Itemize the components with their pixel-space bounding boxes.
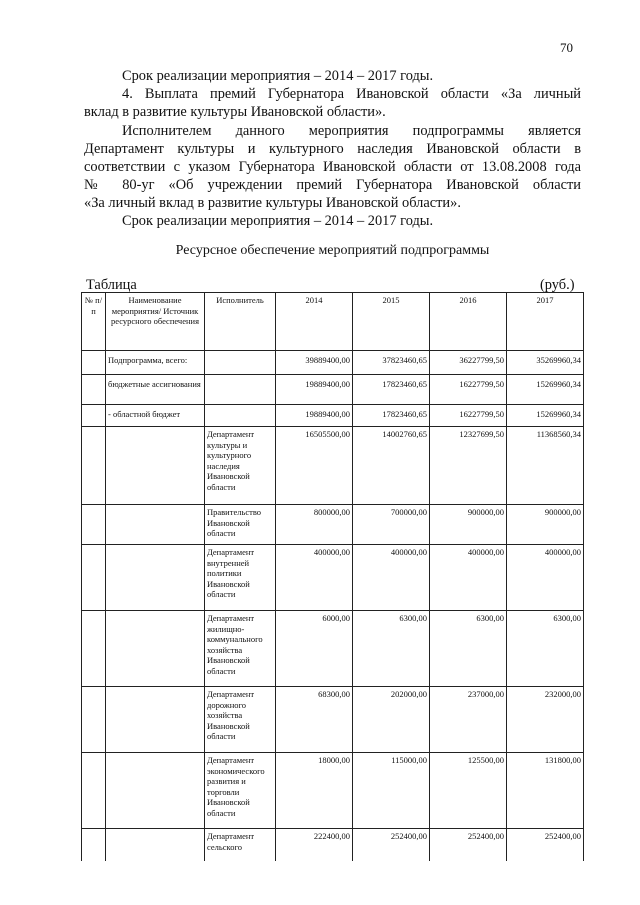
cell-2017: 6300,00 bbox=[507, 611, 584, 687]
cell-2014: 800000,00 bbox=[276, 505, 353, 545]
cell-2014: 6000,00 bbox=[276, 611, 353, 687]
cell-2017: 252400,00 bbox=[507, 829, 584, 861]
row-name: - областной бюджет bbox=[106, 405, 205, 427]
cell-2015: 17823460,65 bbox=[353, 375, 430, 405]
row-executor: Департамент жилищно-коммунального хозяйства Ивановской области bbox=[205, 611, 276, 687]
paragraph-line: вклад в развитие культуры Ивановской области». bbox=[84, 104, 386, 120]
cell-2016: 16227799,50 bbox=[430, 375, 507, 405]
paragraph-line: Исполнителем данного мероприятия подпрограммы является bbox=[122, 123, 581, 139]
table-header-row bbox=[82, 293, 584, 351]
header-2016: 2016 bbox=[430, 293, 507, 351]
cell-2017: 131800,00 bbox=[507, 753, 584, 829]
table-row bbox=[82, 375, 584, 405]
paragraph-line: Срок реализации мероприятия – 2014 – 2017 годы. bbox=[122, 68, 434, 84]
cell-2016: 36227799,50 bbox=[430, 351, 507, 375]
cell-2015: 37823460,65 bbox=[353, 351, 430, 375]
cell-2014: 18000,00 bbox=[276, 753, 353, 829]
cell-2017: 11368560,34 bbox=[507, 427, 584, 505]
row-name: бюджетные ассигнования bbox=[106, 375, 205, 405]
cell-2016: 900000,00 bbox=[430, 505, 507, 545]
table-row bbox=[82, 505, 584, 545]
paragraph-line: Департамент культуры и культурного наследия Ивановской области в bbox=[84, 141, 581, 157]
cell-2017: 15269960,34 bbox=[507, 375, 584, 405]
cell-2014: 222400,00 bbox=[276, 829, 353, 861]
section-heading: Ресурсное обеспечение мероприятий подпрограммы bbox=[175, 243, 490, 258]
cell-2015: 252400,00 bbox=[353, 829, 430, 861]
cell-2016: 237000,00 bbox=[430, 687, 507, 753]
cell-2017: 35269960,34 bbox=[507, 351, 584, 375]
row-executor: Правительство Ивановской области bbox=[205, 505, 276, 545]
cell-2017: 400000,00 bbox=[507, 545, 584, 611]
cell-2017: 15269960,34 bbox=[507, 405, 584, 427]
table-row bbox=[82, 545, 584, 611]
table-row bbox=[82, 405, 584, 427]
row-executor: Департамент дорожного хозяйства Ивановской области bbox=[205, 687, 276, 753]
cell-2015: 202000,00 bbox=[353, 687, 430, 753]
header-name: Наименование мероприятия/ Источник ресурсного обеспечения bbox=[106, 293, 205, 351]
table-row bbox=[82, 753, 584, 829]
paragraph-line: № 80-уг «Об учреждении премий Губернатора Ивановской области bbox=[84, 177, 581, 193]
cell-2016: 12327699,50 bbox=[430, 427, 507, 505]
cell-2014: 68300,00 bbox=[276, 687, 353, 753]
cell-2014: 19889400,00 bbox=[276, 375, 353, 405]
table-row bbox=[82, 427, 584, 505]
cell-2014: 16505500,00 bbox=[276, 427, 353, 505]
cell-2015: 17823460,65 bbox=[353, 405, 430, 427]
header-2015: 2015 bbox=[353, 293, 430, 351]
table-caption: Таблица bbox=[86, 277, 137, 293]
cell-2017: 900000,00 bbox=[507, 505, 584, 545]
cell-2015: 14002760,65 bbox=[353, 427, 430, 505]
cell-2015: 6300,00 bbox=[353, 611, 430, 687]
cell-2015: 400000,00 bbox=[353, 545, 430, 611]
header-2017: 2017 bbox=[507, 293, 584, 351]
cell-2017: 232000,00 bbox=[507, 687, 584, 753]
cell-2014: 39889400,00 bbox=[276, 351, 353, 375]
cell-2016: 125500,00 bbox=[430, 753, 507, 829]
paragraph-line: 4. Выплата премий Губернатора Ивановской области «За личный bbox=[122, 86, 581, 102]
cell-2014: 19889400,00 bbox=[276, 405, 353, 427]
paragraph-line: соответствии с указом Губернатора Ивановской области от 13.08.2008 года bbox=[84, 159, 581, 175]
cell-2016: 6300,00 bbox=[430, 611, 507, 687]
row-executor: Департамент внутренней политики Ивановской области bbox=[205, 545, 276, 611]
row-name: Подпрограмма, всего: bbox=[106, 351, 205, 375]
header-num: № п/п bbox=[82, 293, 106, 351]
resource-table bbox=[81, 292, 584, 861]
cell-2014: 400000,00 bbox=[276, 545, 353, 611]
cell-2015: 700000,00 bbox=[353, 505, 430, 545]
table-row bbox=[82, 611, 584, 687]
paragraph-line: Срок реализации мероприятия – 2014 – 2017 годы. bbox=[122, 213, 434, 229]
row-executor: Департамент экономического развития и торговли Ивановской области bbox=[205, 753, 276, 829]
paragraph-line: «За личный вклад в развитие культуры Ивановской области». bbox=[84, 195, 461, 211]
header-executor: Исполнитель bbox=[205, 293, 276, 351]
header-2014: 2014 bbox=[276, 293, 353, 351]
cell-2016: 16227799,50 bbox=[430, 405, 507, 427]
table-row bbox=[82, 351, 584, 375]
table-row bbox=[82, 829, 584, 861]
cell-2016: 252400,00 bbox=[430, 829, 507, 861]
cell-2015: 115000,00 bbox=[353, 753, 430, 829]
table-row bbox=[82, 687, 584, 753]
cell-2016: 400000,00 bbox=[430, 545, 507, 611]
row-executor: Департамент культуры и культурного наследия Ивановской области bbox=[205, 427, 276, 505]
table-unit: (руб.) bbox=[540, 277, 575, 293]
page-number: 70 bbox=[560, 40, 573, 55]
row-executor: Департамент сельского bbox=[205, 829, 276, 861]
